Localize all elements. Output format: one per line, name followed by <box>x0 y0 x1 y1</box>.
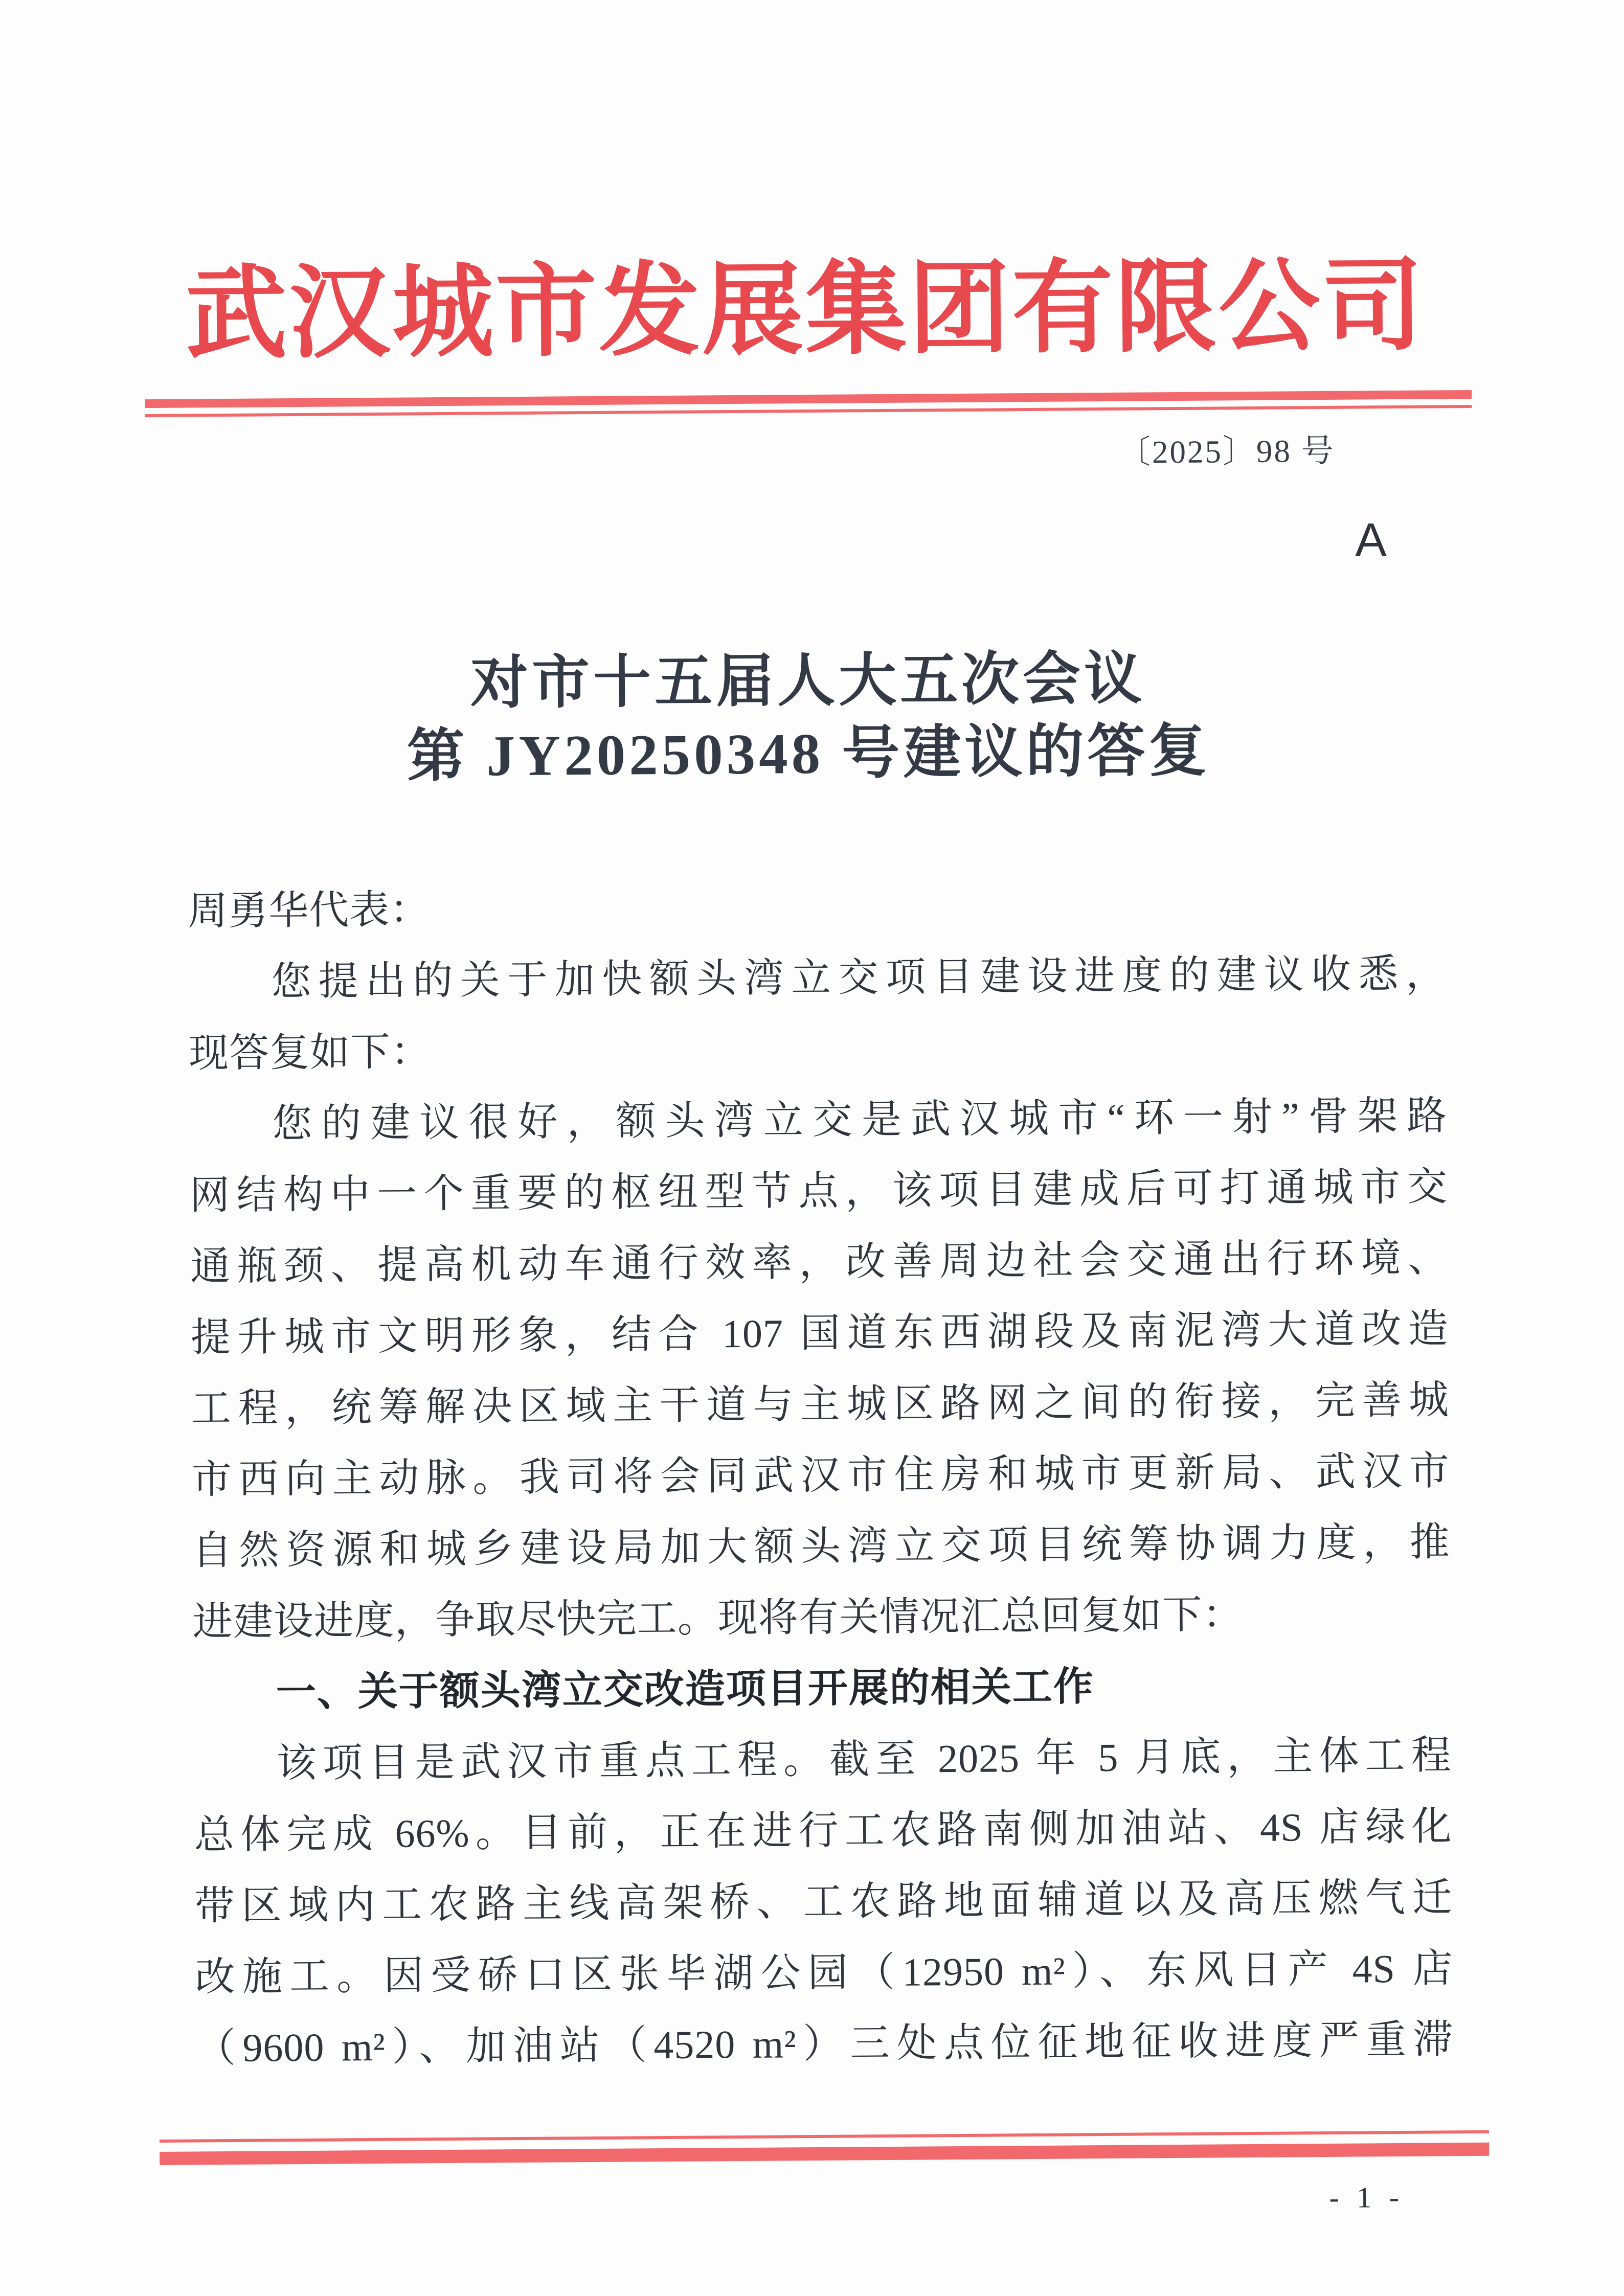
body-line: 自然资源和城乡建设局加大额头湾立交项目统筹协调力度，推 <box>192 1519 1451 1573</box>
document-body <box>188 867 1454 2083</box>
document-title-line-1: 对市十五届人大五次会议 <box>470 647 1146 716</box>
footer-rule-thick <box>160 2143 1489 2165</box>
body-line: （9600 m²）、加油站（4520 m²）三处点位征地征收进度严重滞 <box>195 2017 1454 2071</box>
body-line: 总体完成 66%。目前，正在进行工农路南侧加油站、4S 店绿化 <box>194 1804 1453 1857</box>
header-rule-thick <box>145 390 1472 408</box>
page-number: - 1 - <box>1329 2180 1405 2214</box>
body-line: 工程，统筹解决区域主干道与主城区路网之间的衔接，完善城 <box>191 1377 1450 1431</box>
body-line: 提升城市文明形象，结合 107 国道东西湖段及南泥湾大道改造 <box>190 1306 1449 1360</box>
document-title-line-2: 第 JY20250348 号建议的答复 <box>407 719 1210 789</box>
body-line: 通瓶颈、提高机动车通行效率，改善周边社会交通出行环境、 <box>190 1235 1449 1289</box>
reply-grade-label: A <box>1355 514 1387 566</box>
body-section-heading: 一、关于额头湾立交改造项目开展的相关工作 <box>276 1664 1095 1715</box>
body-line: 市西向主动脉。我司将会同武汉市住房和城市更新局、武汉市 <box>191 1448 1450 1502</box>
body-line: 带区域内工农路主线高架桥、工农路地面辅道以及高压燃气迁 <box>194 1875 1453 1928</box>
body-line: 您提出的关于加快额头湾立交项目建设进度的建议收悉， <box>270 951 1447 1004</box>
body-line-salutation: 周勇华代表： <box>187 887 431 934</box>
body-line: 改施工。因受硚口区张毕湖公园（12950 m²）、东风日产 4S 店 <box>195 1946 1453 1999</box>
body-line: 现答复如下： <box>188 1029 432 1076</box>
header-rule-thin <box>145 405 1472 417</box>
footer-rule-thin <box>160 2130 1489 2143</box>
document-number: 〔2025〕98 号 <box>1118 433 1335 470</box>
body-line: 该项目是武汉市重点工程。截至 2025 年 5 月底，主体工程 <box>276 1733 1452 1786</box>
body-line: 您的建议很好，额头湾立交是武汉城市“环一射”骨架路 <box>272 1093 1448 1146</box>
document-title <box>0 640 1621 796</box>
body-line: 网结构中一个重要的枢纽型节点，该项目建成后可打通城市交 <box>189 1164 1448 1218</box>
body-line: 进建设进度，争取尽快完工。现将有关情况汇总回复如下： <box>192 1592 1244 1644</box>
letterhead-company-title: 武汉城市发展集团有限公司 <box>185 250 1426 371</box>
